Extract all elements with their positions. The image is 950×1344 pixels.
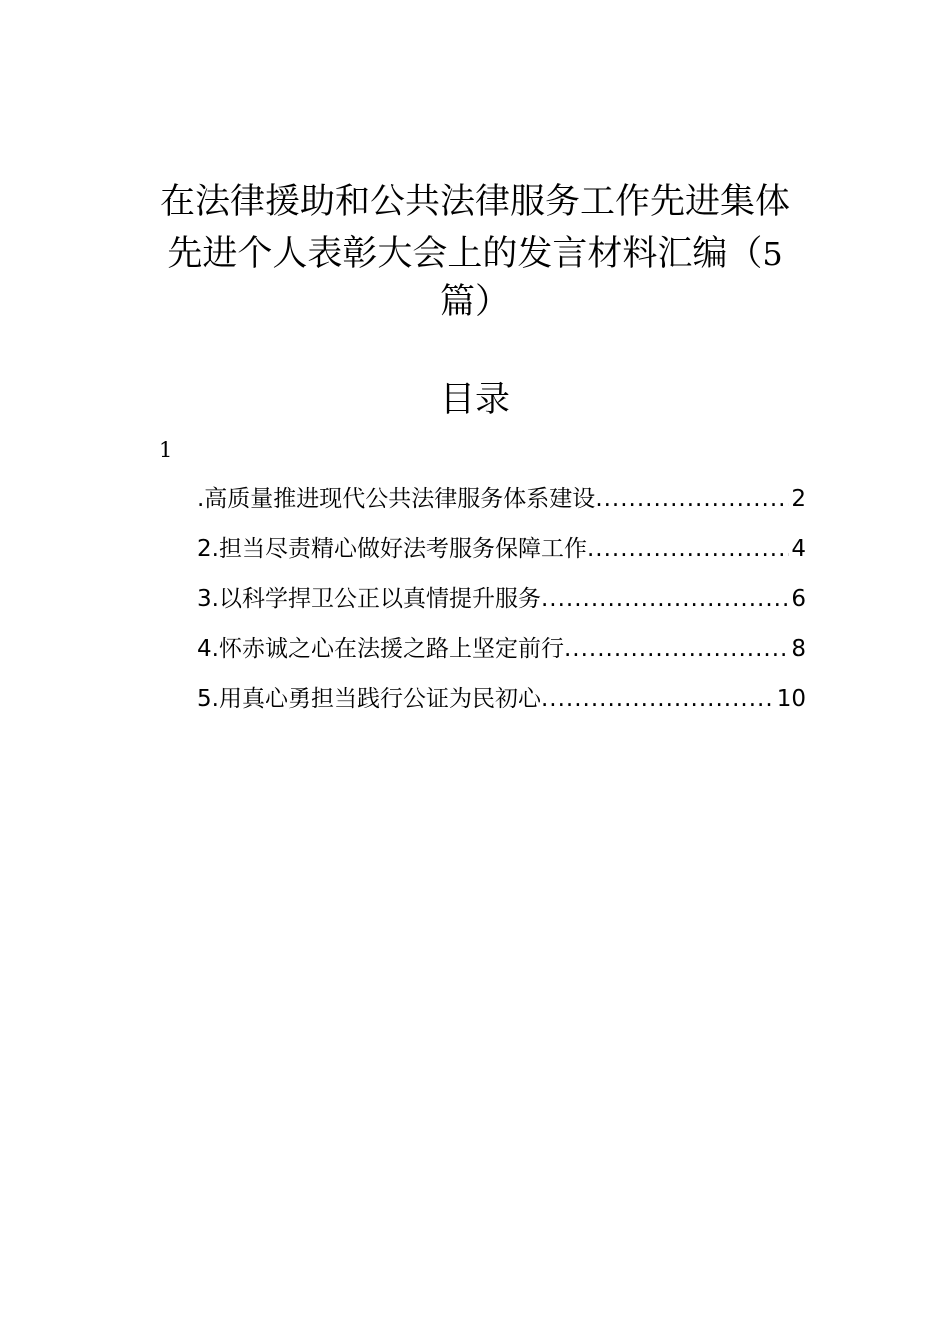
toc-list-number: 1 bbox=[159, 438, 173, 462]
toc-dot-leader bbox=[541, 578, 789, 620]
toc-entry[interactable] bbox=[197, 478, 806, 528]
document-title-line-3 bbox=[140, 276, 810, 328]
toc-heading: 目录 bbox=[439, 380, 510, 420]
toc-entry-label: 4.怀赤诚之心在法援之路上坚定前行 bbox=[197, 636, 564, 662]
toc-dot-leader bbox=[541, 678, 775, 720]
toc-entry-label: 5.用真心勇担当践行公证为民初心 bbox=[197, 686, 541, 712]
document-title-line-3-close: ） bbox=[475, 282, 511, 322]
toc-entry-label: 2.担当尽责精心做好法考服务保障工作 bbox=[197, 536, 587, 562]
toc-entry[interactable] bbox=[197, 628, 806, 678]
toc-entry[interactable] bbox=[197, 528, 806, 578]
document-title-line-2 bbox=[140, 228, 810, 280]
toc-entry[interactable] bbox=[197, 678, 806, 728]
toc-entry-label: 3.以科学捍卫公正以真情提升服务 bbox=[197, 586, 541, 612]
document-title-count: 5 bbox=[762, 235, 783, 273]
toc-entry[interactable] bbox=[197, 578, 806, 628]
toc-dot-leader bbox=[564, 628, 789, 670]
toc-entry-page: 8 bbox=[791, 636, 806, 662]
toc-entry-page: 6 bbox=[791, 586, 806, 612]
toc-entry-page: 4 bbox=[791, 536, 806, 562]
document-title-line-3-text: 篇 bbox=[439, 282, 475, 322]
toc-entry-page: 10 bbox=[776, 686, 806, 712]
toc-entry-page: 2 bbox=[791, 486, 806, 512]
toc-entry-label: .高质量推进现代公共法律服务体系建设 bbox=[197, 486, 596, 512]
document-title-line-2-text: 先进个人表彰大会上的发言材料汇编（ bbox=[167, 234, 763, 274]
table-of-contents bbox=[197, 478, 806, 728]
toc-dot-leader bbox=[595, 478, 789, 520]
document-title-line-1: 在法律援助和公共法律服务工作先进集体 bbox=[159, 182, 790, 222]
toc-dot-leader bbox=[587, 528, 789, 570]
